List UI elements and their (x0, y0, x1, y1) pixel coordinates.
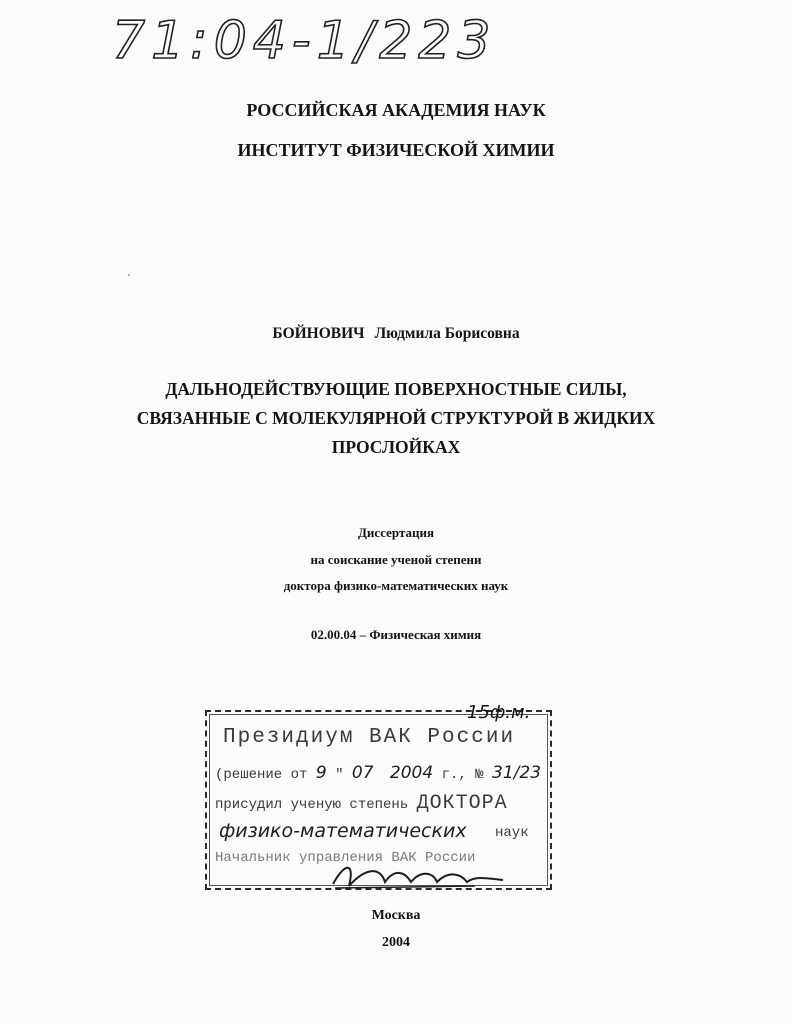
stamp-chief: Начальник управления ВАК России (215, 850, 476, 866)
title-line: ПРОСЛОЙКАХ (331, 437, 461, 457)
stamp-year: 2004 (389, 763, 434, 783)
stamp-presidium: Президиум ВАК России (223, 726, 516, 749)
stamp-month: 07 (351, 763, 374, 783)
dissertation-title (0, 375, 792, 462)
specialty: 02.00.04 – Физическая химия (310, 627, 482, 642)
institute-name: ИНСТИТУТ ФИЗИЧЕСКОЙ ХИМИИ (237, 140, 555, 160)
degree-purpose: на соискание ученой степени (310, 552, 482, 567)
city: Москва (371, 908, 421, 923)
signature (325, 858, 515, 894)
work-type: Диссертация (357, 525, 435, 540)
stamp-awarded-prefix: присудил ученую степень (215, 797, 409, 813)
author-line (0, 325, 792, 343)
stamp-field-suffix: наук (495, 825, 529, 841)
stamp-awarded-degree: ДОКТОРА (416, 792, 508, 815)
stamp-number: 31/23 (492, 763, 542, 783)
author-surname: БОЙНОВИЧ (272, 325, 365, 342)
scan-speck (128, 274, 130, 276)
academy-name: РОССИЙСКАЯ АКАДЕМИЯ НАУК (246, 100, 546, 120)
stamp-day: 9 (315, 763, 327, 783)
stamp-decision-line: (решение от 9 " 07 2004 г., № 31/23 (215, 763, 542, 783)
vak-stamp (205, 702, 552, 890)
stamp-corner-mark: 15ф.м. (467, 702, 531, 723)
publication-year: 2004 (382, 935, 410, 950)
title-line: ДАЛЬНОДЕЙСТВУЮЩИЕ ПОВЕРХНОСТНЫЕ СИЛЫ, (165, 379, 627, 399)
stamp-decision-prefix: (решение от (215, 767, 308, 783)
author-given-names: Людмила Борисовна (374, 325, 520, 342)
archive-code-text: 71:04-1/223 (112, 11, 497, 71)
stamp-awarded-line (215, 792, 508, 815)
title-line: СВЯЗАННЫЕ С МОЛЕКУЛЯРНОЙ СТРУКТУРОЙ В ЖИДКИХ (136, 408, 656, 428)
stamp-year-suffix: г., № (441, 767, 484, 783)
stamp-field-handwritten: физико-математических (219, 820, 467, 842)
handwritten-archive-code (112, 6, 497, 72)
degree-name: доктора физико-математических наук (283, 578, 509, 593)
